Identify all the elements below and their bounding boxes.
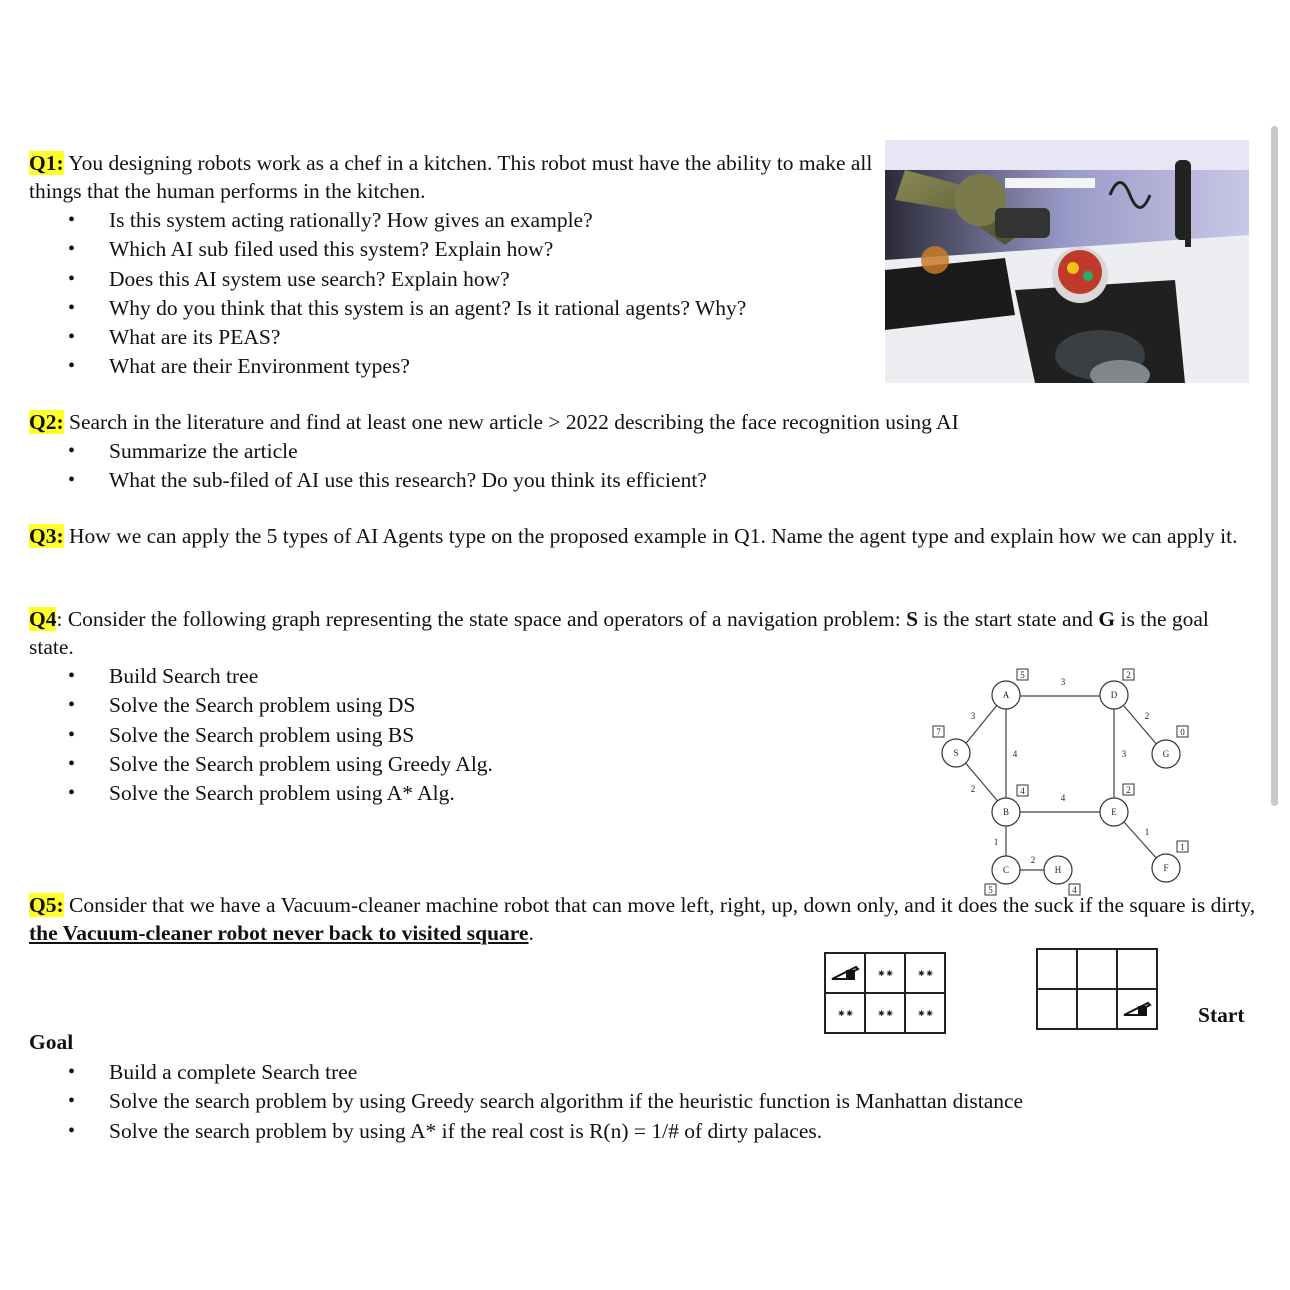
- q4-paragraph: [29, 605, 1259, 661]
- cost-e-f: 1: [1144, 827, 1150, 837]
- list-item: • Build Search tree: [0, 662, 493, 691]
- list-item: • Solve the Search problem using BS: [0, 721, 493, 750]
- cost-d-e: 3: [1121, 749, 1127, 759]
- q5-bullets: [0, 1058, 1023, 1146]
- grid-cell: [1077, 949, 1117, 989]
- list-item: • Solve the Search problem using DS: [0, 691, 493, 720]
- goal-label: Goal: [29, 1030, 74, 1054]
- q3-text: How we can apply the 5 types of AI Agents type on the proposed example in Q1. Name the agent type and explain how we can apply it.: [63, 524, 1238, 548]
- grid-cell: [1037, 989, 1077, 1029]
- graph-node-label: F: [1163, 863, 1169, 873]
- q3-label: Q3:: [29, 524, 64, 548]
- heuristic-c: 5: [988, 885, 993, 895]
- list-item: • Is this system acting rationally? How gives an example?: [0, 206, 746, 235]
- q5-text-b: .: [528, 921, 534, 945]
- list-item: • What the sub-filed of AI use this research? Do you think its efficient?: [0, 466, 707, 495]
- q5-label: Q5:: [29, 893, 64, 917]
- state-space-graph: [925, 662, 1195, 902]
- vacuum-robot-icon: [830, 963, 860, 981]
- grid-cell: [1037, 949, 1077, 989]
- cost-d-g: 2: [1144, 711, 1150, 721]
- grid-cell: [1117, 989, 1157, 1029]
- list-item: • Build a complete Search tree: [0, 1058, 1023, 1087]
- graph-node-label: G: [1162, 749, 1170, 759]
- grid-cell: [825, 953, 865, 993]
- list-item: • What are its PEAS?: [0, 323, 746, 352]
- grid-cell: [1077, 989, 1117, 1029]
- q2-text: Search in the literature and find at least one new article > 2022 describing the face recognition using AI: [63, 410, 959, 434]
- list-item: • Solve the search problem by using A* if the real cost is R(n) = 1/# of dirty palaces.: [0, 1117, 1023, 1146]
- heuristic-a: 5: [1020, 670, 1025, 680]
- edge-s-a: [963, 704, 998, 747]
- grid-cell: [865, 953, 905, 993]
- dirt-icon: ⁕⁕: [916, 1006, 934, 1020]
- graph-node-label: S: [953, 748, 959, 758]
- grid-cell: [905, 953, 945, 993]
- q1-bullets: [0, 206, 746, 382]
- graph-node-label: D: [1110, 690, 1118, 700]
- list-item: • Which AI sub filed used this system? Explain how?: [0, 235, 746, 264]
- q4-text-b: is the start state and: [918, 607, 1099, 631]
- list-item: • Summarize the article: [0, 437, 707, 466]
- start-grid: [1036, 948, 1158, 1030]
- scrollbar[interactable]: [1271, 126, 1278, 806]
- cost-b-c: 1: [993, 837, 999, 847]
- grid-cell: [905, 993, 945, 1033]
- graph-node-label: H: [1054, 865, 1062, 875]
- q4-bullets: [0, 662, 493, 808]
- goal-grid: [824, 952, 946, 1034]
- dirt-icon: ⁕⁕: [836, 1006, 854, 1020]
- graph-node-label: C: [1002, 865, 1010, 875]
- q2-label: Q2:: [29, 410, 64, 434]
- cost-s-a: 3: [970, 711, 976, 721]
- heuristic-f: 1: [1180, 842, 1185, 852]
- q4-label: Q4: [29, 607, 57, 631]
- grid-cell: [1117, 949, 1157, 989]
- robot-chef-photo: [885, 140, 1249, 383]
- list-item: • Solve the Search problem using A* Alg.: [0, 779, 493, 808]
- q4-start-symbol: S: [906, 607, 919, 631]
- graph-node-label: E: [1111, 807, 1117, 817]
- q4-goal-symbol: G: [1098, 607, 1116, 631]
- heuristic-e: 2: [1126, 785, 1131, 795]
- cost-a-b: 4: [1012, 749, 1018, 759]
- heuristic-d: 2: [1126, 670, 1131, 680]
- dirt-icon: ⁕⁕: [916, 966, 934, 980]
- edge-d-g: [1124, 706, 1158, 746]
- q5-emphasis: the Vacuum-cleaner robot never back to visited square: [29, 921, 529, 945]
- q5-paragraph: [29, 891, 1259, 947]
- q5-text-a: Consider that we have a Vacuum-cleaner machine robot that can move left, right, up, down only, and it does the suck if the square is dirty,: [63, 893, 1256, 917]
- list-item: • What are their Environment types?: [0, 352, 746, 381]
- vacuum-robot-icon: [1122, 999, 1152, 1017]
- heuristic-h: 4: [1072, 885, 1077, 895]
- grid-cell: [865, 993, 905, 1033]
- edge-e-f: [1124, 822, 1158, 860]
- q1-label: Q1:: [29, 151, 64, 175]
- q1-paragraph: [29, 149, 874, 205]
- dirt-icon: ⁕⁕: [876, 966, 894, 980]
- list-item: • Why do you think that this system is an agent? Is it rational agents? Why?: [0, 294, 746, 323]
- heuristic-s: 7: [936, 727, 941, 737]
- q2-bullets: [0, 437, 707, 496]
- dirt-icon: ⁕⁕: [876, 1006, 894, 1020]
- q4-text-c: is the goal state.: [29, 607, 1209, 659]
- q2-paragraph: [29, 408, 1259, 436]
- cost-s-b: 2: [970, 784, 976, 794]
- edge-s-b: [963, 760, 1001, 805]
- list-item: • Does this AI system use search? Explain how?: [0, 265, 746, 294]
- q4-text-a: : Consider the following graph representing the state space and operators of a navigation problem:: [56, 607, 907, 631]
- grid-cell: [825, 993, 865, 1033]
- graph-node-label: A: [1002, 690, 1010, 700]
- q1-text: You designing robots work as a chef in a kitchen. This robot must have the ability to make all things that the human performs in the kitchen.: [29, 151, 873, 203]
- cost-a-d: 3: [1060, 677, 1066, 687]
- q3-paragraph: [29, 522, 1259, 550]
- start-label: Start: [1198, 1003, 1245, 1027]
- cost-b-e: 4: [1060, 793, 1066, 803]
- graph-node-label: B: [1002, 807, 1010, 817]
- heuristic-b: 4: [1020, 786, 1025, 796]
- heuristic-g: 0: [1180, 727, 1185, 737]
- list-item: • Solve the search problem by using Greedy search algorithm if the heuristic function is Manhattan distance: [0, 1087, 1023, 1116]
- cost-c-h: 2: [1030, 855, 1036, 865]
- list-item: • Solve the Search problem using Greedy Alg.: [0, 750, 493, 779]
